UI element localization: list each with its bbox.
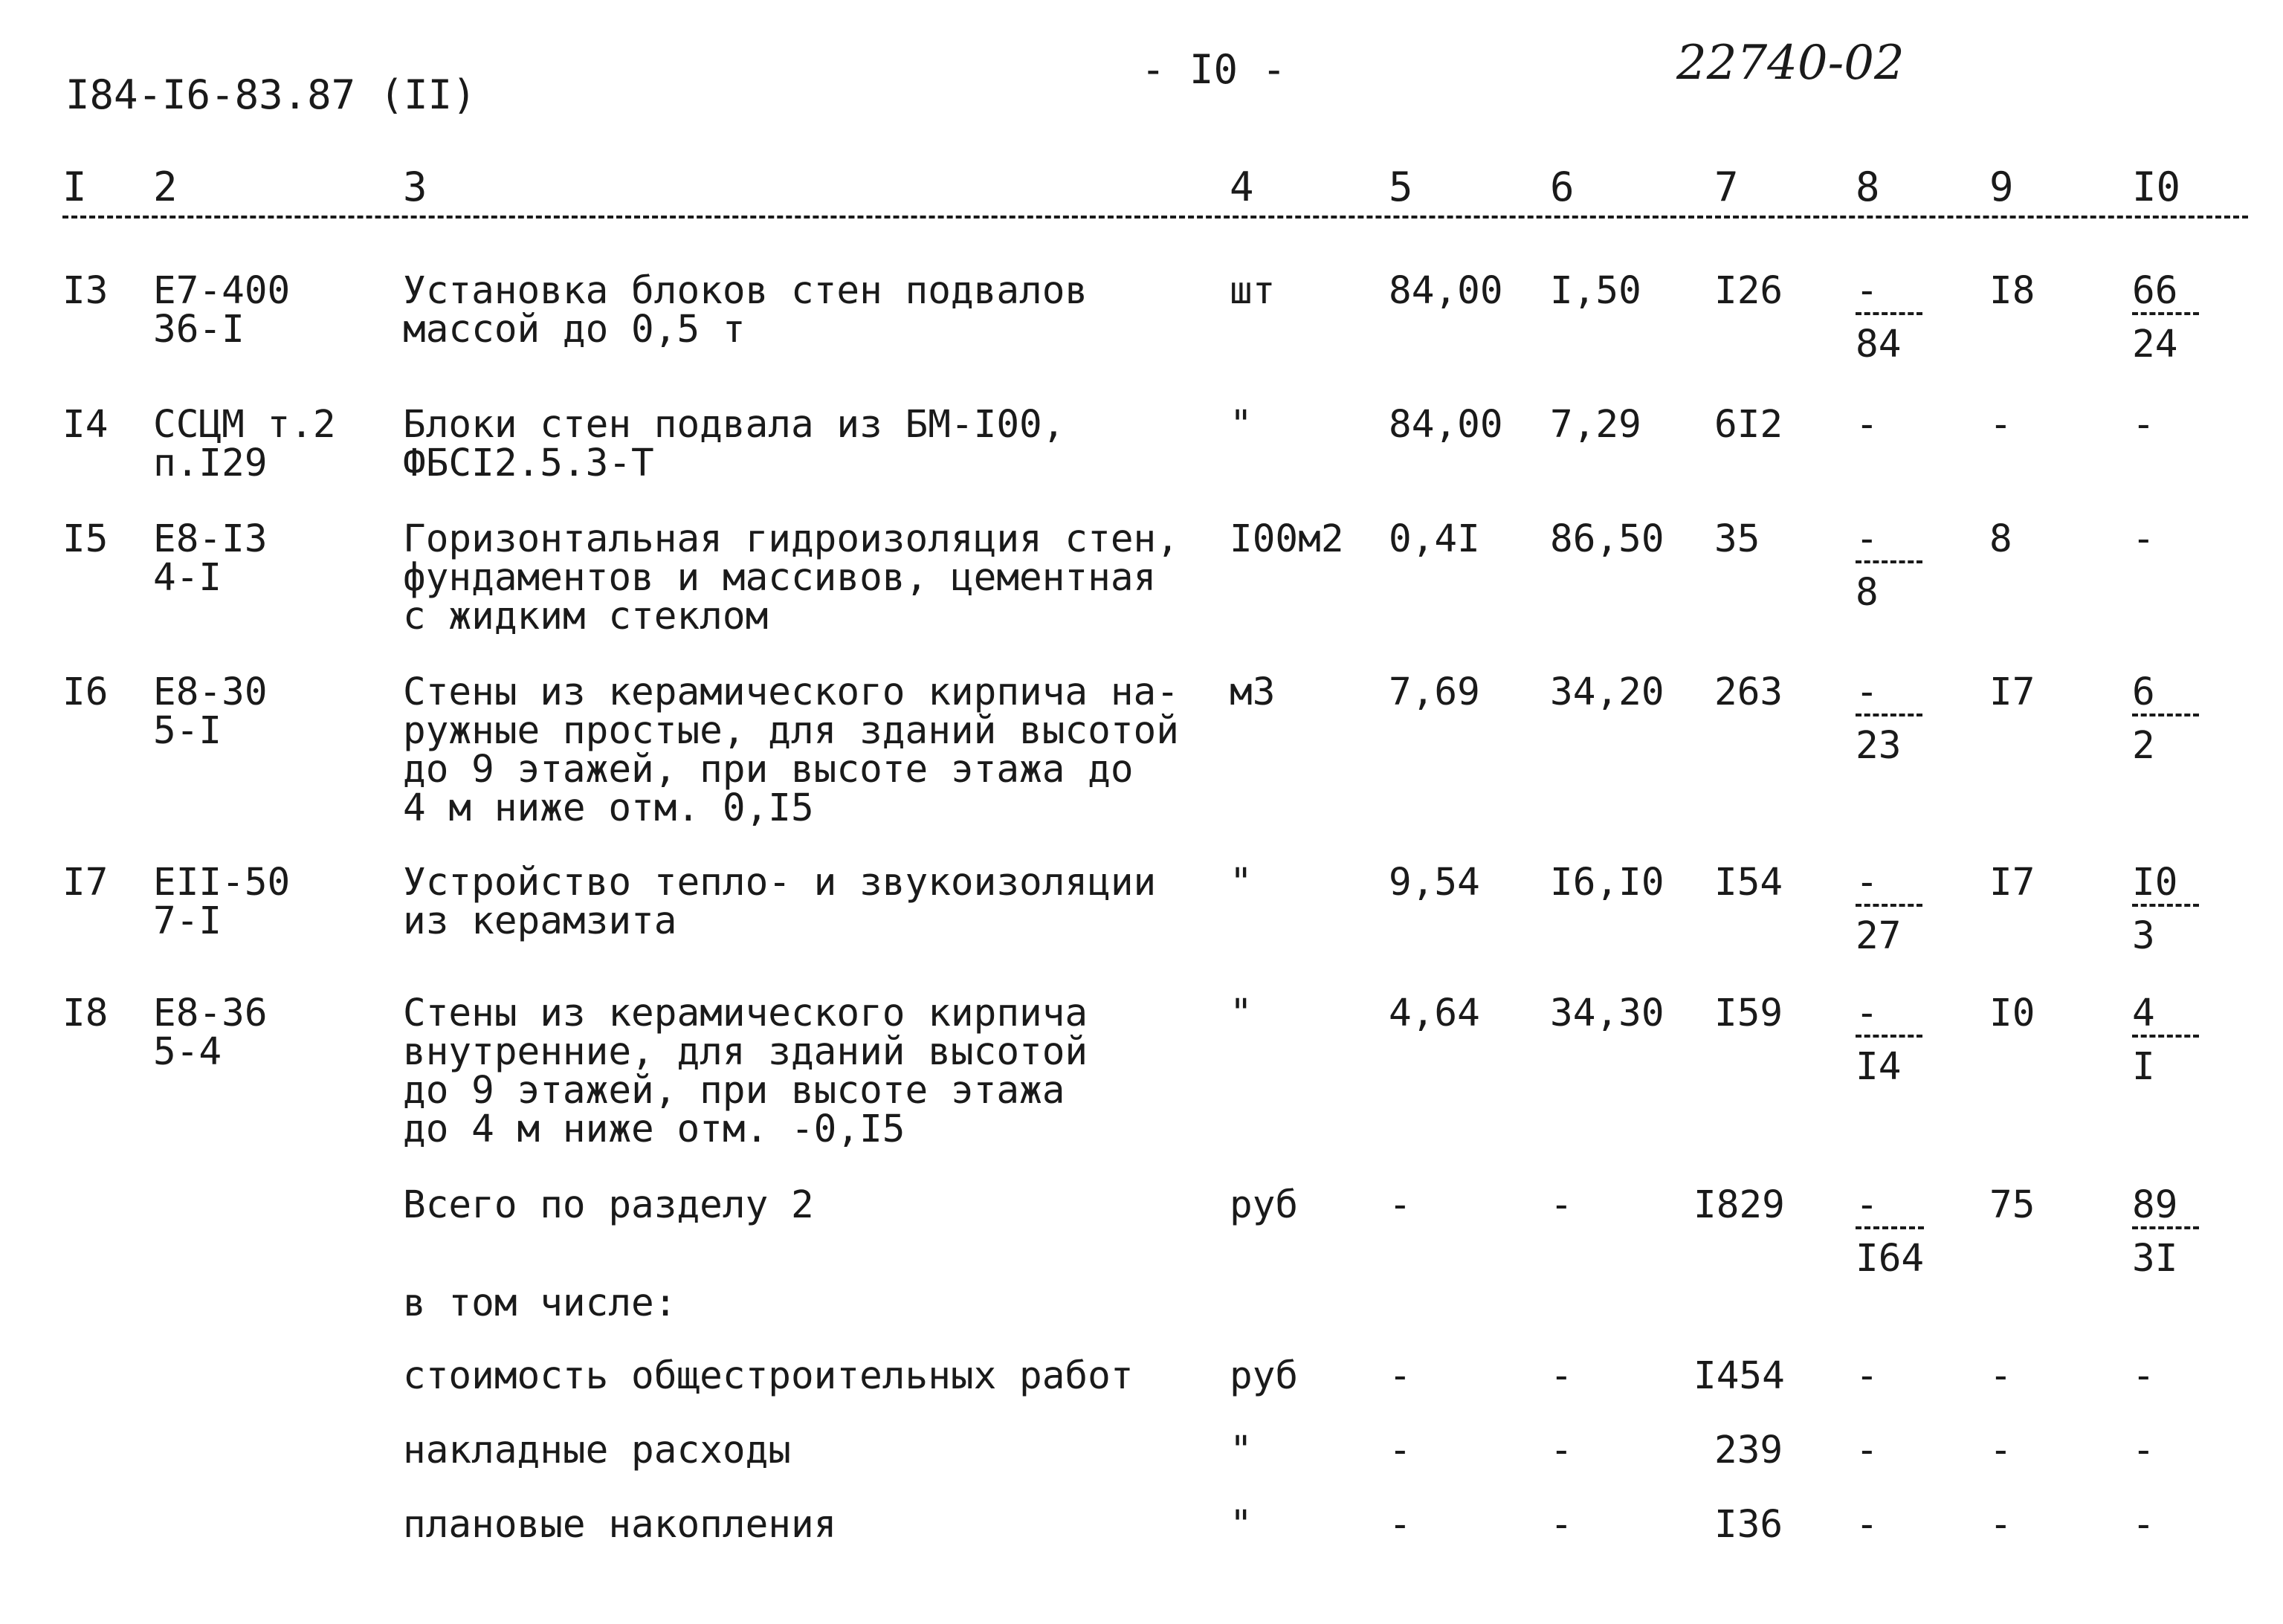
col8-fraction — [1856, 1183, 1925, 1281]
unit: " — [1230, 403, 1253, 447]
unit: " — [1230, 861, 1253, 905]
quantity: 84,00 — [1389, 269, 1503, 313]
work-description: Блоки стен подвала из БМ-I00, ФБСI2.5.3-Т — [403, 403, 1065, 485]
col-header-4: 4 — [1230, 164, 1254, 210]
rate-subcode: 36-I — [153, 308, 245, 352]
quantity: 84,00 — [1389, 403, 1503, 447]
col10-fraction — [2132, 991, 2199, 1089]
fraction-top: - — [1856, 864, 1922, 907]
work-description: Горизонтальная гидроизоляция стен, фундаментов и массивов, цементная с жидким стеклом — [403, 517, 1179, 638]
unit: шт — [1230, 269, 1276, 313]
col10-fraction — [2132, 269, 2199, 366]
col8-value: - — [1856, 1429, 1879, 1472]
total-cost: I59 — [1714, 991, 1783, 1035]
col8-fraction — [1856, 517, 1922, 615]
work-description: Стены из керамического кирпича на- ружные простые, для зданий высотой до 9 этажей, при высоте этажа до 4 м ниже отм. 0,I5 — [403, 670, 1179, 830]
fraction-bottom: 24 — [2132, 323, 2178, 366]
unit-price: - — [1550, 1503, 1573, 1547]
col8-value: - — [1856, 1354, 1879, 1398]
rate-code: E8-30 — [153, 670, 268, 714]
rate-code: E7-400 — [153, 269, 291, 313]
unit: руб — [1230, 1354, 1299, 1398]
fraction-bottom: 3I — [2132, 1237, 2178, 1281]
col-header-6: 6 — [1550, 164, 1575, 210]
quantity: - — [1389, 1354, 1412, 1398]
col8-fraction — [1856, 670, 1922, 768]
fraction-top: I0 — [2132, 864, 2199, 907]
quantity: - — [1389, 1503, 1412, 1547]
col10-value: - — [2132, 403, 2155, 447]
total-cost: I54 — [1714, 861, 1783, 905]
row-number: I3 — [62, 269, 109, 313]
rate-subcode: 5-4 — [153, 1030, 222, 1074]
fraction-top: 89 — [2132, 1186, 2199, 1229]
row-number: I5 — [62, 517, 109, 561]
unit-price: - — [1550, 1183, 1573, 1227]
fraction-bottom: 8 — [1856, 571, 1879, 615]
col9-value: I7 — [1989, 670, 2035, 714]
unit-price: I6,I0 — [1550, 861, 1664, 905]
col9-value: I0 — [1989, 991, 2035, 1035]
unit-price: 7,29 — [1550, 403, 1641, 447]
quantity: - — [1389, 1183, 1412, 1227]
quantity: 7,69 — [1389, 670, 1480, 714]
summary-label: плановые накопления — [403, 1503, 837, 1547]
col-header-7: 7 — [1714, 164, 1739, 210]
work-description: Стены из керамического кирпича внутренние, для зданий высотой до 9 этажей, при высоте этажа до 4 м ниже отм. -0,I5 — [403, 991, 1088, 1151]
unit: м3 — [1230, 670, 1276, 714]
col9-value: 8 — [1989, 517, 2012, 561]
including-label: в том числе: — [403, 1281, 677, 1325]
document-code: I84-I6-83.87 (II) — [65, 71, 477, 118]
quantity: 0,4I — [1389, 517, 1480, 561]
fraction-top: - — [1856, 272, 1922, 315]
fraction-top: 4 — [2132, 994, 2199, 1038]
col-header-2: 2 — [153, 164, 178, 210]
unit: I00м2 — [1230, 517, 1344, 561]
fraction-top: - — [1856, 1186, 1924, 1229]
col9-value: - — [1989, 403, 2012, 447]
total-cost: 6I2 — [1714, 403, 1783, 447]
quantity: 4,64 — [1389, 991, 1480, 1035]
fraction-bottom: 3 — [2132, 914, 2155, 958]
rate-code: EII-50 — [153, 861, 291, 905]
total-cost: I454 — [1693, 1354, 1785, 1398]
col8-value: - — [1856, 1503, 1879, 1547]
total-cost: I26 — [1714, 269, 1783, 313]
total-cost: I36 — [1714, 1503, 1783, 1547]
total-cost: I829 — [1693, 1183, 1785, 1227]
unit: руб — [1230, 1183, 1299, 1227]
fraction-top: 66 — [2132, 272, 2199, 315]
summary-label: стоимость общестроительных работ — [403, 1354, 1134, 1398]
col10-value: - — [2132, 1503, 2155, 1547]
col8-value: - — [1856, 403, 1879, 447]
col8-fraction — [1856, 269, 1922, 366]
col10-value: - — [2132, 517, 2155, 561]
unit-price: - — [1550, 1429, 1573, 1472]
fraction-bottom: I — [2132, 1045, 2155, 1089]
col10-fraction — [2132, 670, 2199, 768]
col10-value: - — [2132, 1429, 2155, 1472]
col-header-10: I0 — [2132, 164, 2181, 210]
rate-subcode: 4-I — [153, 556, 222, 600]
col8-fraction — [1856, 861, 1922, 958]
rate-subcode: 7-I — [153, 899, 222, 943]
col10-fraction — [2132, 1183, 2199, 1281]
fraction-bottom: I4 — [1856, 1045, 1902, 1089]
quantity: - — [1389, 1429, 1412, 1472]
row-number: I8 — [62, 991, 109, 1035]
rate-subcode: 5-I — [153, 709, 222, 753]
fraction-top: - — [1856, 673, 1922, 716]
col9-value: - — [1989, 1429, 2012, 1472]
unit-price: - — [1550, 1354, 1573, 1398]
total-cost: 35 — [1714, 517, 1760, 561]
unit-price: 34,20 — [1550, 670, 1664, 714]
col10-value: - — [2132, 1354, 2155, 1398]
row-number: I7 — [62, 861, 109, 905]
col-header-9: 9 — [1989, 164, 2014, 210]
fraction-bottom: 27 — [1856, 914, 1902, 958]
fraction-bottom: 2 — [2132, 724, 2155, 768]
col-header-1: I — [62, 164, 87, 210]
summary-label: накладные расходы — [403, 1429, 791, 1472]
col9-value: I8 — [1989, 269, 2035, 313]
work-description: Установка блоков стен подвалов массой до 0,5 т — [403, 269, 1088, 352]
unit: " — [1230, 1429, 1253, 1472]
quantity: 9,54 — [1389, 861, 1480, 905]
rate-code: E8-I3 — [153, 517, 268, 561]
fraction-top: - — [1856, 520, 1922, 563]
rate-code: E8-36 — [153, 991, 268, 1035]
fraction-bottom: 84 — [1856, 323, 1902, 366]
total-cost: 239 — [1714, 1429, 1783, 1472]
fraction-bottom: I64 — [1856, 1237, 1925, 1281]
unit: " — [1230, 991, 1253, 1035]
summary-label: Всего по разделу 2 — [403, 1183, 814, 1227]
fraction-bottom: 23 — [1856, 724, 1902, 768]
unit-price: I,50 — [1550, 269, 1641, 313]
page-number: - I0 - — [1141, 46, 1287, 93]
row-number: I6 — [62, 670, 109, 714]
col9-value: 75 — [1989, 1183, 2035, 1227]
total-cost: 263 — [1714, 670, 1783, 714]
col9-value: I7 — [1989, 861, 2035, 905]
work-description: Устройство тепло- и звукоизоляции из керамзита — [403, 861, 1157, 943]
col8-fraction — [1856, 991, 1922, 1089]
unit: " — [1230, 1503, 1253, 1547]
col9-value: - — [1989, 1503, 2012, 1547]
unit-price: 86,50 — [1550, 517, 1664, 561]
rate-code: ССЦМ т.2 — [153, 403, 336, 447]
col10-fraction — [2132, 861, 2199, 958]
unit-price: 34,30 — [1550, 991, 1664, 1035]
col-header-5: 5 — [1389, 164, 1413, 210]
rate-subcode: п.I29 — [153, 441, 268, 485]
col-header-8: 8 — [1856, 164, 1880, 210]
fraction-top: 6 — [2132, 673, 2199, 716]
col9-value: - — [1989, 1354, 2012, 1398]
col-header-3: 3 — [403, 164, 427, 210]
handwritten-number: 22740-02 — [1676, 36, 1905, 91]
row-number: I4 — [62, 403, 109, 447]
fraction-top: - — [1856, 994, 1922, 1038]
header-divider — [62, 216, 2248, 219]
